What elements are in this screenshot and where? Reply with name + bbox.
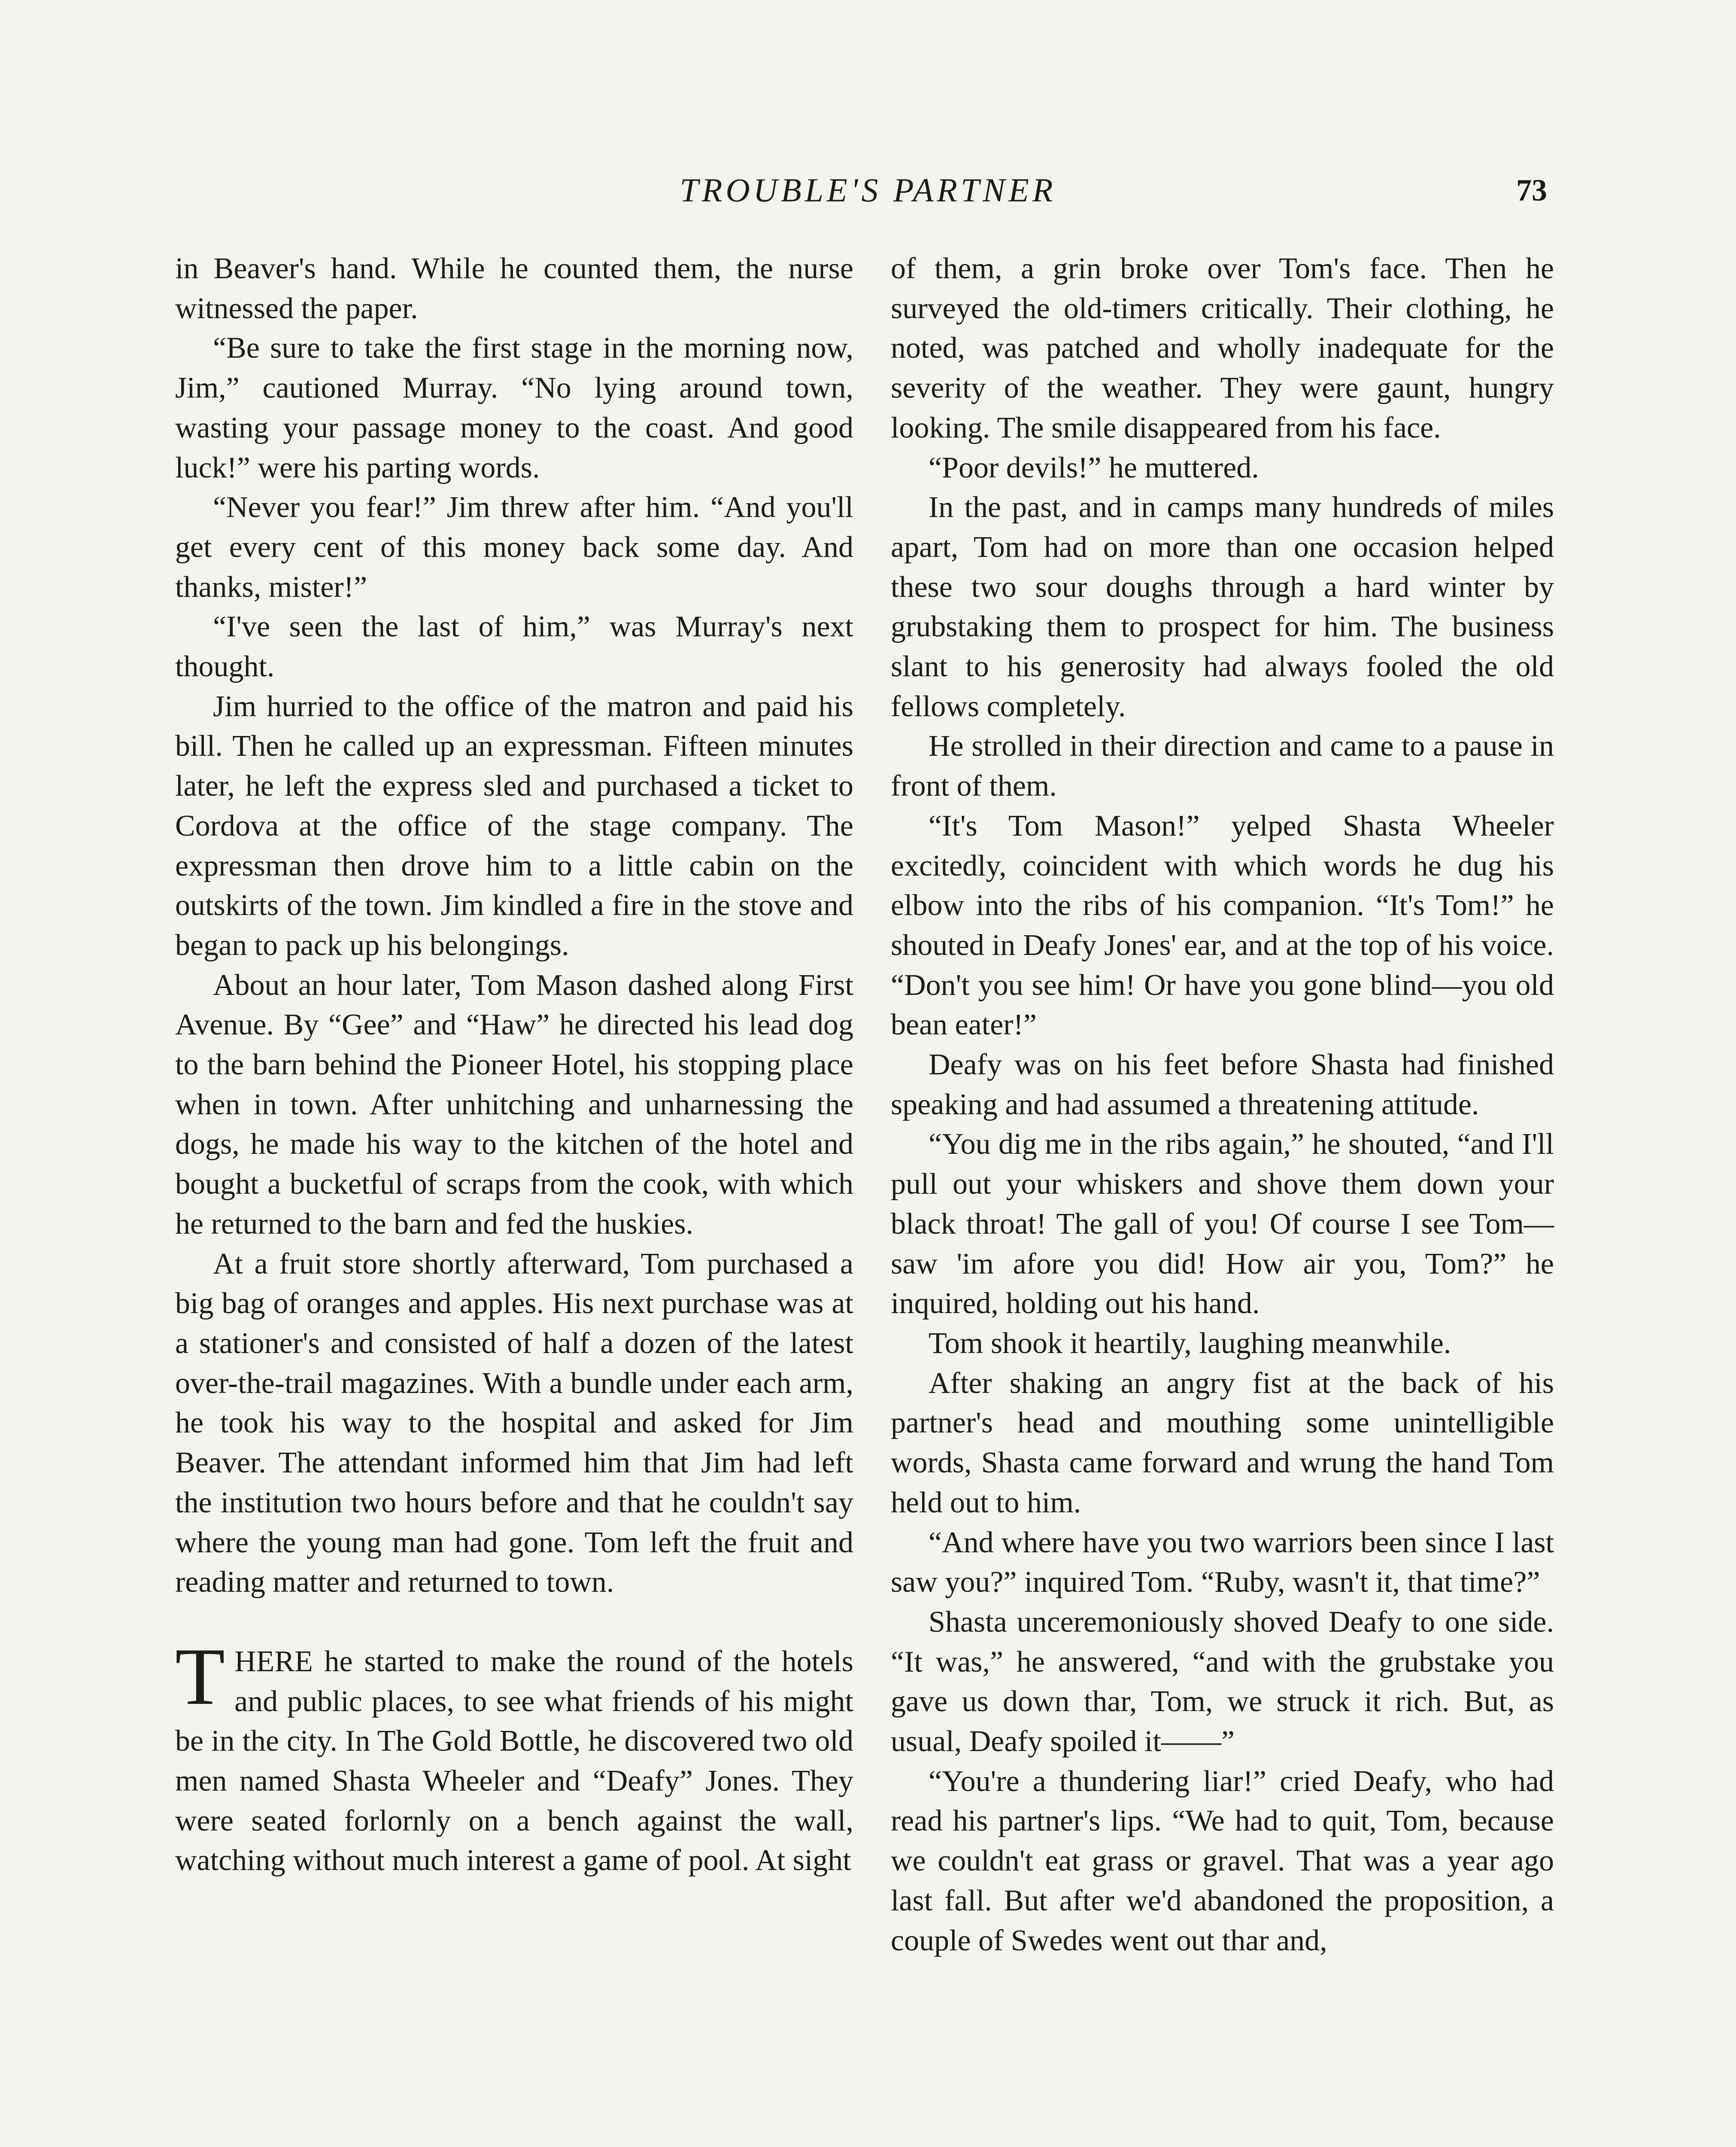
running-title: TROUBLE'S PARTNER <box>680 171 1056 209</box>
paragraph: At a fruit store shortly afterward, Tom purchased a big bag of oranges and apples. His next purchase was at a stationer's and consisted of half a dozen of the latest over-the-trail magazines. With a bundle under each arm, he took his way to the hospital and asked for Jim Beaver. The attendant informed him that Jim had left the institution two hours before and that he couldn't say where the young man had gone. Tom left the fruit and reading matter and returned to town. <box>175 1247 853 1599</box>
paragraph: “It's Tom Mason!” yelped Shasta Wheeler excitedly, coincident with which words he dug his elbow into the ribs of his companion. “It's Tom!” he shouted in Deafy Jones' ear, and at the top of his voice. “Don't you see him! Or have you gone blind—you old bean eater!” <box>891 809 1554 1042</box>
paragraph: of them, a grin broke over Tom's face. Then he surveyed the old-timers critically. Their clothing, he noted, was patched and wholly inadequate for the severity of the weather. They were gaunt, hungry looking. The smile disappeared from his face. <box>891 252 1554 444</box>
right-column <box>891 249 1554 1961</box>
paragraph: “You dig me in the ribs again,” he shouted, “and I'll pull out your whiskers and shove them down your black throat! The gall of you! Of course I see Tom—saw 'im afore you did! How air you, Tom?” he inquired, holding out his hand. <box>891 1128 1554 1320</box>
paragraph: “Poor devils!” he muttered. <box>929 451 1259 484</box>
section-opening-paragraph <box>175 1631 853 1881</box>
paragraph: “I've seen the last of him,” was Murray's next thought. <box>175 610 853 684</box>
paragraph: After shaking an angry fist at the back of his partner's head and mouthing some unintelligible words, Shasta came forward and wrung the hand Tom held out to him. <box>891 1366 1554 1519</box>
page-number: 73 <box>1516 173 1547 207</box>
paragraph: In the past, and in camps many hundreds of miles apart, Tom had on more than one occasion helped these two sour doughs through a hard winter by grubstaking them to prospect for him. The business slant to his generosity had always fooled the old fellows completely. <box>891 491 1554 723</box>
left-column <box>175 249 853 1881</box>
paragraph: Jim hurried to the office of the matron and paid his bill. Then he called up an expressman. Fifteen minutes later, he left the express sled and purchased a ticket to Cordova at the office of the stage company. The expressman then drove him to a little cabin on the outskirts of the town. Jim kindled a fire in the stove and began to pack up his belongings. <box>175 690 853 962</box>
paragraph: Shasta unceremoniously shoved Deafy to one side. “It was,” he answered, “and with the grubstake you gave us down thar, Tom, we struck it rich. But, as usual, Deafy spoiled it——” <box>891 1605 1554 1758</box>
section-text: HERE he started to make the round of the hotels and public places, to see what friends of his might be in the city. In The Gold Bottle, he discovered two old men named Shasta Wheeler and “Deafy” Jones. They were seated forlornly on a bench against the wall, watching without much interest a game of pool. At sight <box>175 1645 853 1877</box>
paragraph: in Beaver's hand. While he counted them, the nurse witnessed the paper. <box>175 252 853 325</box>
paragraph: About an hour later, Tom Mason dashed along First Avenue. By “Gee” and “Haw” he directed his lead dog to the barn behind the Pioneer Hotel, his stopping place when in town. After unhitching and unharnessing the dogs, he made his way to the kitchen of the hotel and bought a bucketful of scraps from the cook, with which he returned to the barn and fed the huskies. <box>175 968 853 1241</box>
page-header <box>0 167 1736 218</box>
paragraph: “Never you fear!” Jim threw after him. “And you'll get every cent of this money back some day. And thanks, mister!” <box>175 491 853 604</box>
paragraph: “And where have you two warriors been since I last saw you?” inquired Tom. “Ruby, wasn't it, that time?” <box>891 1526 1554 1599</box>
paragraph: “You're a thundering liar!” cried Deafy, who had read his partner's lips. “We had to quit, Tom, because we couldn't eat grass or gravel. That was a year ago last fall. But after we'd abandoned the proposition, a couple of Swedes went out thar and, <box>891 1764 1554 1957</box>
paragraph: “Be sure to take the first stage in the morning now, Jim,” cautioned Murray. “No lying around town, wasting your passage money to the coast. And good luck!” were his parting words. <box>175 331 853 484</box>
paragraph: Deafy was on his feet before Shasta had finished speaking and had assumed a threatening attitude. <box>891 1048 1554 1121</box>
paragraph: Tom shook it heartily, laughing meanwhile. <box>929 1326 1451 1360</box>
paragraph: He strolled in their direction and came to a pause in front of them. <box>891 730 1554 803</box>
drop-cap: T <box>175 1631 225 1722</box>
